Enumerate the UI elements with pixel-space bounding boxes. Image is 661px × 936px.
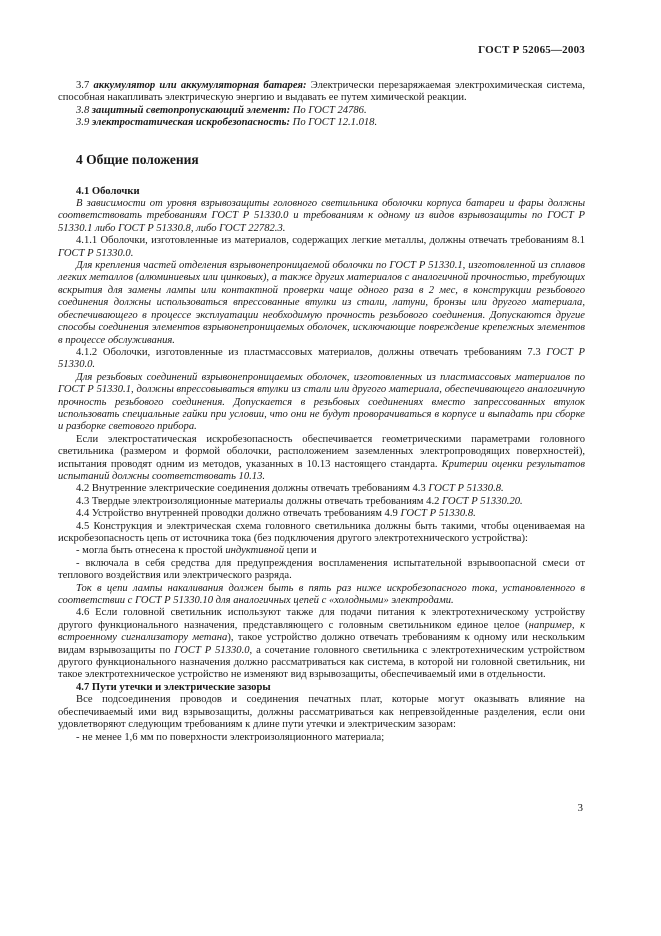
clause-4-1-1: 4.1.1 Оболочки, изготовленные из материалов, содержащих легкие металлы, должны отвечать требованиям 8.1 ГОСТ Р 51330.0. bbox=[58, 235, 585, 259]
clause-4-3: 4.3 Твердые электроизоляционные материалы должны отвечать требованиям 4.2 ГОСТ Р 51330.20. bbox=[76, 495, 523, 507]
clause-4-7-item-1: - не менее 1,6 мм по поверхности электроизоляционного материала; bbox=[76, 731, 385, 743]
clause-4-5-note: Ток в цепи лампы накаливания должен быть в пять раз ниже искробезопасного тока, установленного в соответствии с ГОСТ Р 51330.10 для аналогичных цепей с «холодными» электродами. bbox=[58, 582, 585, 607]
clause-4-5: 4.5 Конструкция и электрическая схема головного светильника должны быть такими, чтобы оцениваемая на искробезопасность цепь от источника тока (без подключения другого электротехнического устройства): bbox=[58, 520, 585, 544]
definition-3-9: 3.9 электростатическая искробезопасность: По ГОСТ 12.1.018. bbox=[76, 117, 378, 129]
page-number: 3 bbox=[577, 802, 583, 814]
clause-4-5-item-2: - включала в себя средства для предупреждения воспламенения испытательной взрывоопасной смеси от теплового воздействия или электрического разряда. bbox=[58, 557, 585, 582]
section-4-1-heading: 4.1 Оболочки bbox=[76, 185, 140, 197]
term-3-8: защитный светопропускающий элемент: bbox=[91, 104, 291, 116]
definition-3-8: 3.8 защитный светопропускающий элемент: По ГОСТ 24786. bbox=[76, 104, 367, 116]
clause-4-7: Все подсоединения проводов и соединения печатных плат, которые могут оказывать влияние на обеспечиваемый ими вид взрывозащиты, должны рассматриваться как непревзойденные разделения, если они удовлетворяют следующим требованиям к длине пути утечки и электрическим зазорам: bbox=[58, 694, 585, 731]
clause-4-5-item-1: - могла быть отнесена к простой индуктивной цепи и bbox=[76, 545, 317, 557]
clause-4-1-1-note: Для крепления частей отделения взрывонепроницаемой оболочки по ГОСТ Р 51330.1, изготовленной из сплавов легких металлов (алюминиевых или цинковых), а также других материалов с аналогичной прочностью, требующих вскрытия для замены лампы или контактной проверки чаще одного раза в 2 мес, в конструкции резьбового соединения должны использоваться впрессованные втулки из стали, латуни, бронзы или другого материала, обеспечивающего в процессе эксплуатации необходимую прочность резьбового соединения. Допускаются другие способы соединения элементов взрывонепроницаемых оболочек, исключающие повреждение крепежных элементов в процессе обслуживания. bbox=[58, 260, 585, 346]
clause-4-4: 4.4 Устройство внутренней проводки должно отвечать требованиям 4.9 ГОСТ Р 51330.8. bbox=[76, 508, 476, 520]
definition-3-7: 3.7 аккумулятор или аккумуляторная батарея: Электрически перезаряжаемая электрохимическая система, способная накапливать электрическую энергию и выдавать ее путем химической реакции. bbox=[58, 80, 585, 104]
clause-4-1-2-note: Для резьбовых соединений взрывонепроницаемых оболочек, изготовленных из пластмассовых материалов по ГОСТ Р 51330.1, должны впрессовываться втулки из стали или другого материала, обеспечивающего аналогичную прочность резьбового соединения. Допускается в резьбовых соединениях вместо запрессованных втулок использовать специальные гайки при условии, что они не будут проворачиваться в корпусе и выпадать при сборке и разборке светового прибора. bbox=[58, 371, 585, 433]
clause-4-6: 4.6 Если головной светильник используют также для подачи питания к электротехническому устройству другого функционального назначения, представляющего с головным светильником единое целое (например, к встроенному сигнализатору метана), такое устройство должно отвечать требованиям к одному или нескольким видам взрывозащиты по ГОСТ Р 51330.0, а сочетание головного светильника с электротехническим устройством другого функционального назначения должно рассматриваться как система, в которой ни головной светильник, ни такое электротехническое устройство не изменяют вид взрывозащиты, обеспечиваемый ими в отдельности. bbox=[58, 607, 586, 681]
clause-4-2: 4.2 Внутренние электрические соединения должны отвечать требованиям 4.3 ГОСТ Р 51330.8. bbox=[76, 483, 504, 495]
section-4-title: 4 Общие положения bbox=[76, 151, 199, 167]
section-4-7-heading: 4.7 Пути утечки и электрические зазоры bbox=[76, 681, 271, 693]
section-4-1-intro: В зависимости от уровня взрывозащиты головного светильника оболочки корпуса батареи и фары должны соответствовать требованиям ГОСТ Р 51330.0 и требованиям к одному из видов взрывозащиты по ГОСТ Р 51330.1 либо ГОСТ Р 51330.8, либо ГОСТ 22782.3. bbox=[58, 198, 585, 234]
term-3-7: аккумулятор или аккумуляторная батарея: bbox=[93, 80, 307, 91]
term-3-9: электростатическая искробезопасность: bbox=[91, 117, 291, 129]
electrostatic-paragraph: Если электростатическая искробезопасность обеспечивается геометрическими параметрами головного светильника (размером и формой оболочки, расположением заземленных электропроводящих поверхностей), испытания проводят одним из методов, указанных в 10.13 настоящего стандарта. Критерии оценки результатов испытаний должны соответствовать 10.13. bbox=[58, 433, 585, 482]
doc-header-code: ГОСТ Р 52065—2003 bbox=[478, 44, 585, 56]
clause-4-1-2: 4.1.2 Оболочки, изготовленные из пластмассовых материалов, должны отвечать требованиям 7.3 ГОСТ Р 51330.0. bbox=[58, 346, 585, 371]
document-body bbox=[58, 80, 585, 744]
